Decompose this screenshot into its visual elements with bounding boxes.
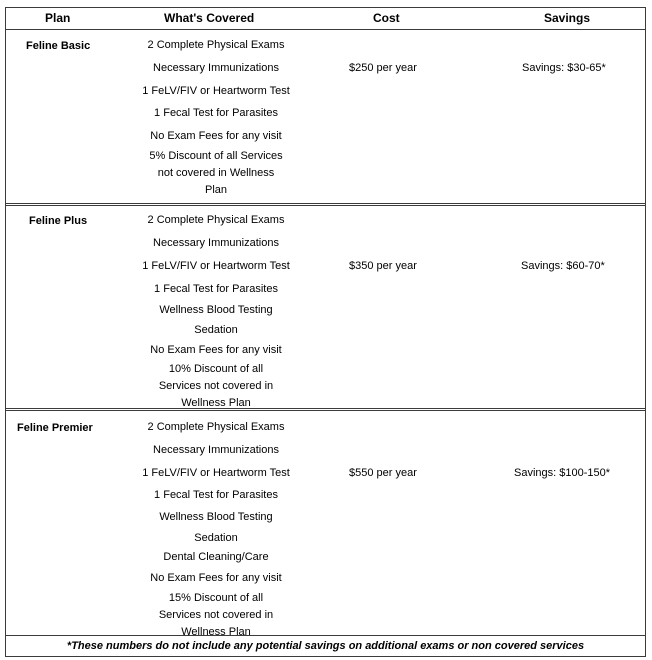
plan-cost: $550 per year <box>349 467 417 479</box>
header-plan: Plan <box>45 11 71 25</box>
covered-item: 1 Fecal Test for Parasites <box>154 489 278 501</box>
plan-row-plus <box>6 206 645 411</box>
header-row <box>6 8 645 30</box>
covered-item: 2 Complete Physical Exams <box>147 421 285 433</box>
covered-item: 1 Fecal Test for Parasites <box>154 107 278 119</box>
covered-item: No Exam Fees for any visit <box>150 572 282 584</box>
plan-row-premier <box>6 414 645 638</box>
covered-item: Necessary Immunizations <box>153 444 279 456</box>
header-cost: Cost <box>373 11 400 25</box>
plan-name: Feline Premier <box>17 422 93 434</box>
covered-item: 15% Discount of all Services not covered in Wellness Plan <box>158 592 274 638</box>
covered-item: 1 FeLV/FIV or Heartworm Test <box>142 467 290 479</box>
covered-item: No Exam Fees for any visit <box>150 130 282 142</box>
covered-item: Wellness Blood Testing <box>159 511 273 523</box>
plan-cost: $350 per year <box>349 260 417 272</box>
covered-item: Wellness Blood Testing <box>159 304 273 316</box>
covered-item: Sedation <box>194 532 238 544</box>
plan-name: Feline Basic <box>26 40 91 52</box>
covered-item: 5% Discount of all Services not covered in Wellness Plan <box>149 150 283 196</box>
covered-item: No Exam Fees for any visit <box>150 344 282 356</box>
covered-item: 2 Complete Physical Exams <box>147 214 285 226</box>
covered-item: Dental Cleaning/Care <box>163 551 269 563</box>
header-whats-covered: What's Covered <box>164 11 255 25</box>
header-savings: Savings <box>544 11 591 25</box>
wellness-plan-table <box>5 7 646 657</box>
covered-item: 2 Complete Physical Exams <box>147 39 285 51</box>
plan-cost: $250 per year <box>349 62 417 74</box>
plan-savings: Savings: $100-150* <box>514 467 611 479</box>
covered-item: 1 FeLV/FIV or Heartworm Test <box>142 85 290 97</box>
covered-item: 1 Fecal Test for Parasites <box>154 283 278 295</box>
plan-savings: Savings: $30-65* <box>522 62 606 74</box>
covered-item: Necessary Immunizations <box>153 237 279 249</box>
footnote: *These numbers do not include any potential savings on additional exams or non covered services <box>6 635 645 657</box>
plan-row-basic <box>6 30 645 206</box>
covered-item: 10% Discount of all Services not covered in Wellness Plan <box>158 363 274 409</box>
covered-item: 1 FeLV/FIV or Heartworm Test <box>142 260 290 272</box>
covered-item: Necessary Immunizations <box>153 62 279 74</box>
plan-savings: Savings: $60-70* <box>521 260 605 272</box>
covered-item: Sedation <box>194 324 238 336</box>
plan-name: Feline Plus <box>29 215 88 227</box>
